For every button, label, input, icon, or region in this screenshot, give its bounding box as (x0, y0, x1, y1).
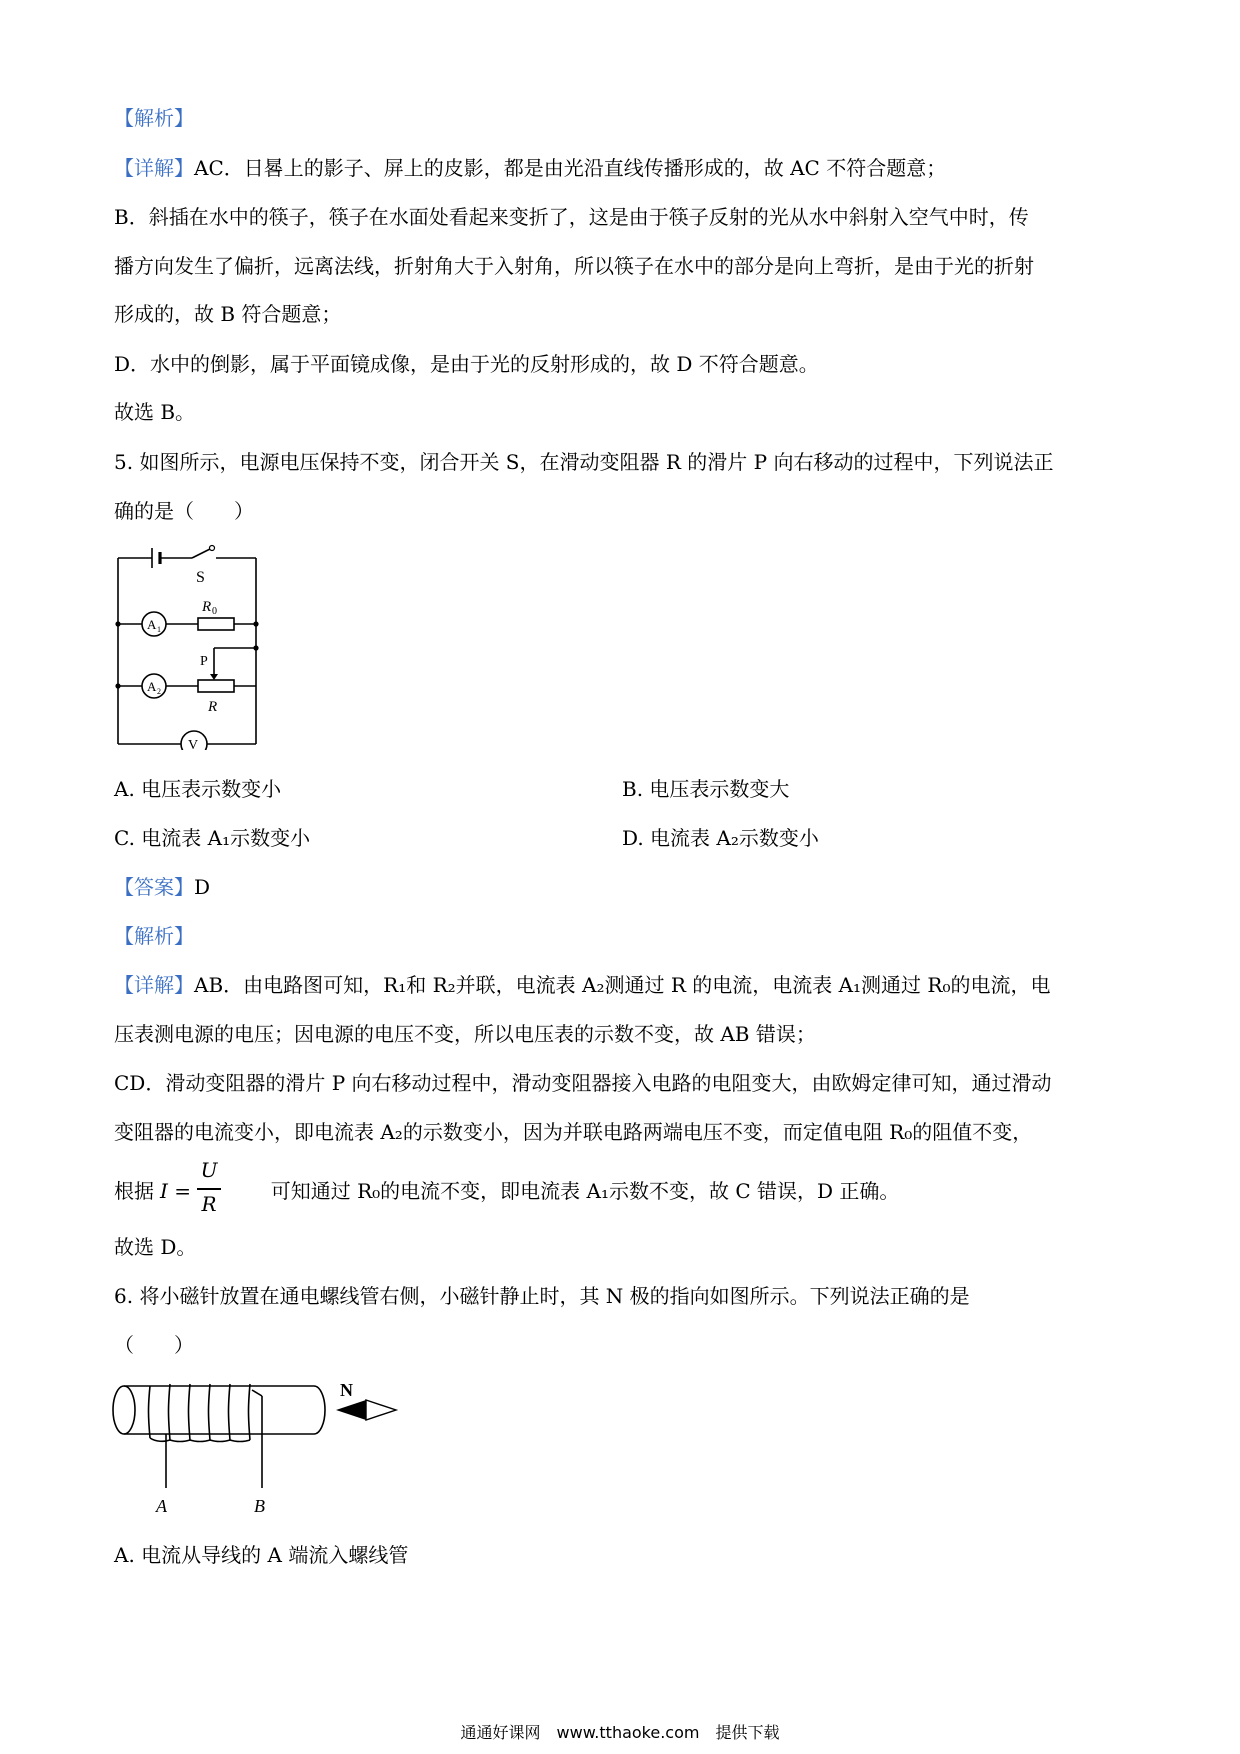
r0-subscript: 0 (212, 606, 217, 617)
page-footer: 通通好课网 www.tthaoke.com 提供下载 (460, 1723, 780, 1742)
question-5-line-1: 5. 如图所示，电源电压保持不变，闭合开关 S，在滑动变阻器 R 的滑片 P 向右移动的过程中，下列说法正 (114, 450, 1054, 474)
slider-p-label: P (200, 654, 208, 669)
detail-line-4: 形成的，故 B 符合题意； (114, 302, 342, 326)
detail-text: AC．日晷上的影子、屏上的皮影，都是由光沿直线传播形成的，故 AC 不符合题意； (194, 156, 947, 180)
analysis-line-4: 变阻器的电流变小，即电流表 A₂的示数变小，因为并联电路两端电压不变，而定值电阻 R₀的阻值不变， (114, 1120, 1033, 1144)
fraction-bar (197, 1188, 221, 1190)
ammeter-a1-label: A (147, 617, 157, 632)
question-6-line-1: 6. 将小磁针放置在通电螺线管右侧，小磁针静止时，其 N 极的指向如图所示。下列说法正确的是 (114, 1284, 970, 1308)
q5-option-b: B. 电压表示数变大 (622, 777, 790, 801)
question-6-paren: （ ） (114, 1333, 194, 1357)
analysis-choice-line: 故选 D。 (114, 1235, 197, 1259)
rheostat-r-label: R (208, 699, 218, 715)
analysis-heading-2: 【解析】 (114, 924, 194, 948)
formula-denominator: R (201, 1192, 217, 1216)
wire-b-label: B (254, 1496, 265, 1516)
answer-value: D (194, 875, 211, 899)
detail-line-3: 播方向发生了偏折，远离法线，折射角大于入射角，所以筷子在水中的部分是向上弯折，是由于光的折射 (114, 254, 1034, 278)
detail-line-5: D．水中的倒影，属于平面镜成像，是由于光的反射形成的，故 D 不符合题意。 (114, 352, 819, 376)
formula-lhs: I = (160, 1179, 192, 1203)
q6-option-a: A. 电流从导线的 A 端流入螺线管 (114, 1543, 409, 1567)
circuit-diagram (100, 530, 280, 750)
formula-suffix: 可知通过 R₀的电流不变，即电流表 A₁示数不变，故 C 错误，D 正确。 (270, 1179, 900, 1203)
detail-tag: 【详解】 (114, 156, 194, 180)
r0-label: R (202, 599, 212, 615)
detail-line-2: B．斜插在水中的筷子，筷子在水面处看起来变折了，这是由于筷子反射的光从水中斜射入空气中时，传 (114, 205, 1029, 229)
q5-option-a: A. 电压表示数变小 (114, 777, 282, 801)
ammeter-a1-subscript: 1 (157, 625, 161, 634)
question-5-line-2: 确的是（ ） (114, 499, 254, 523)
q5-option-d: D. 电流表 A₂示数变小 (622, 826, 819, 850)
choice-line: 故选 B。 (114, 400, 196, 424)
ammeter-a2-subscript: 2 (157, 687, 161, 696)
answer-tag: 【答案】 (114, 875, 194, 899)
analysis-line-3: CD．滑动变阻器的滑片 P 向右移动过程中，滑动变阻器接入电路的电阻变大，由欧姆定律可知，通过滑动 (114, 1071, 1052, 1095)
analysis-line-2: 压表测电源的电压；因电源的电压不变，所以电压表的示数不变，故 AB 错误； (114, 1022, 816, 1046)
formula-line (114, 1177, 899, 1205)
answer-line (114, 873, 210, 901)
detail-line-1 (114, 154, 946, 182)
q5-option-c: C. 电流表 A₁示数变小 (114, 826, 311, 850)
formula-numerator: U (200, 1158, 218, 1182)
switch-label: S (196, 569, 205, 586)
solenoid-diagram (104, 1376, 404, 1526)
needle-n-label: N (340, 1380, 353, 1400)
analysis-text-1: AB．由电路图可知，R₁和 R₂并联，电流表 A₂测通过 R 的电流，电流表 A₁测通过 R₀的电流，电 (194, 973, 1051, 997)
formula-prefix: 根据 (114, 1179, 154, 1203)
detail-tag-2: 【详解】 (114, 973, 194, 997)
analysis-line-1 (114, 971, 1051, 999)
analysis-heading: 【解析】 (114, 106, 194, 130)
ammeter-a2-label: A (147, 679, 157, 694)
voltmeter-label: V (188, 738, 199, 750)
wire-a-label: A (156, 1496, 167, 1516)
